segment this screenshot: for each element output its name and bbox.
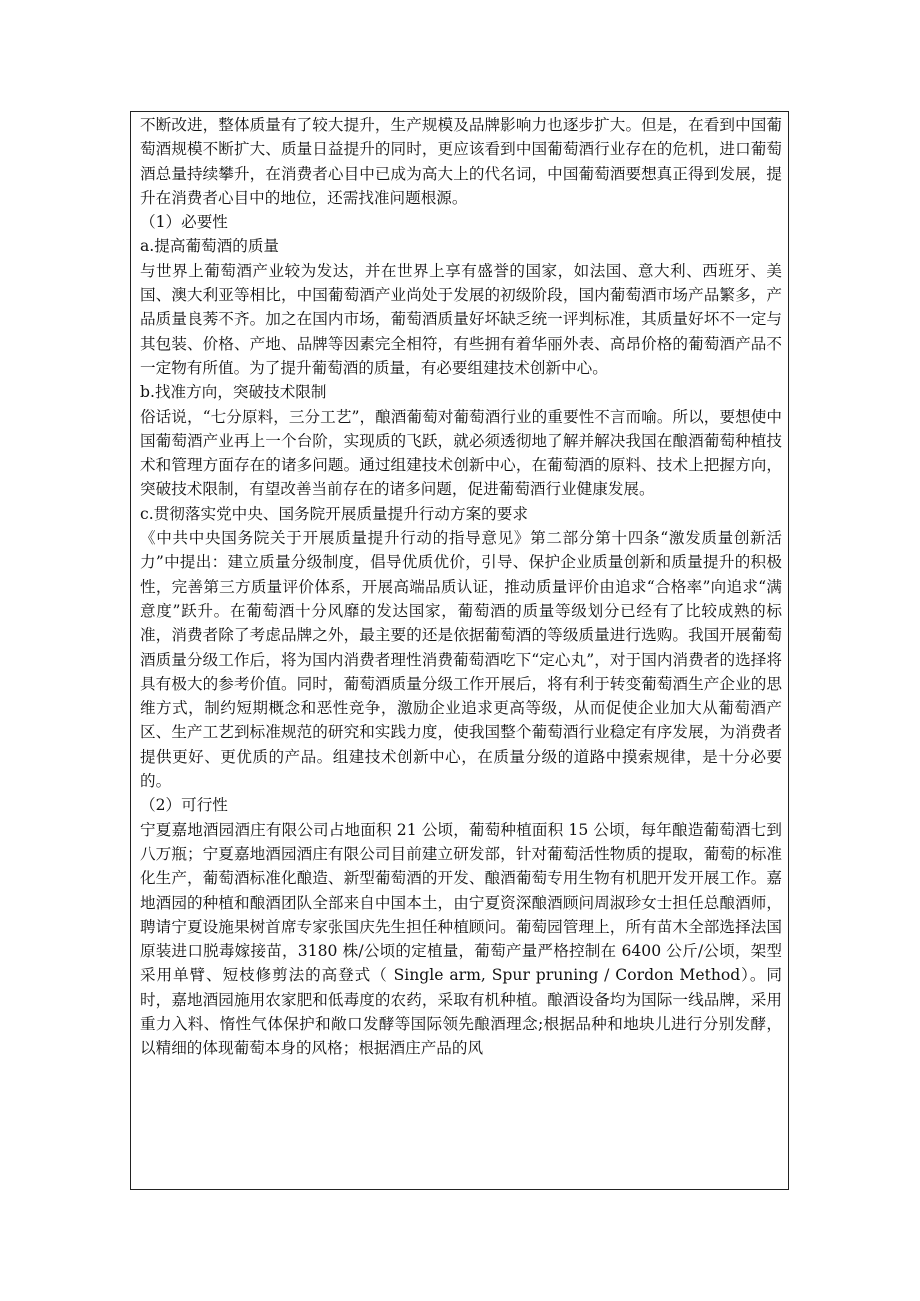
subheading-quality: a.提高葡萄酒的质量	[140, 237, 280, 256]
section-heading-necessity: （1）必要性	[140, 213, 228, 232]
subheading-policy: c.贯彻落实党中央、国务院开展质量提升行动方案的要求	[140, 504, 528, 523]
body-paragraph: 《中共中央国务院关于开展质量提升行动的指导意见》第二部分第十四条“激发质量创新活力”中提出：建立质量分级制度，倡导优质优价，引导、保护企业质量创新和质量提升的积极性，完善第三方质量评价体系，开展高端品质认证，推动质量评价由追求“合格率”向追求“满意度”跃升。在葡萄酒十分风靡的发达国家，葡萄酒的质量等级划分已经有了比较成熟的标准，消费者除了考虑品牌之外，最主要的还是依据葡萄酒的等级质量进行选购。我国开展葡萄酒质量分级工作后，将为国内消费者理性消费葡萄酒吃下“定心丸”，对于国内消费者的选择将具有极大的参考价值。同时，葡萄酒质量分级工作开展后，将有利于转变葡萄酒生产企业的思维方式，制约短期概念和恶性竞争，激励企业追求更高等级，从而促使企业加大从葡萄酒产区、生产工艺到标准规范的研究和实践力度，使我国整个葡萄酒行业稳定有序发展，为消费者提供更好、更优质的产品。组建技术创新中心，在质量分级的道路中摸索规律，是十分必要的。	[140, 529, 782, 791]
body-paragraph: 不断改进，整体质量有了较大提升，生产规模及品牌影响力也逐步扩大。但是，在看到中国葡萄酒规模不断扩大、质量日益提升的同时，更应该看到中国葡萄酒行业存在的危机，进口葡萄酒总量持续攀升，在消费者心目中已成为高大上的代名词，中国葡萄酒要想真正得到发展，提升在消费者心目中的地位，还需找准问题根源。	[140, 116, 782, 207]
document-table-cell	[130, 111, 789, 1190]
body-paragraph: 与世界上葡萄酒产业较为发达，并在世界上享有盛誉的国家，如法国、意大利、西班牙、美国、澳大利亚等相比，中国葡萄酒产业尚处于发展的初级阶段，国内葡萄酒市场产品繁多，产品质量良莠不齐。加之在国内市场，葡萄酒质量好坏缺乏统一评判标准，其质量好坏不一定与其包装、价格、产地、品牌等因素完全相符，有些拥有着华丽外表、高昂价格的葡萄酒产品不一定物有所值。为了提升葡萄酒的质量，有必要组建技术创新中心。	[140, 261, 782, 377]
subheading-direction: b.找准方向，突破技术限制	[140, 383, 327, 402]
document-body	[131, 112, 788, 1061]
section-heading-feasibility: （2）可行性	[140, 796, 228, 815]
body-paragraph: 宁夏嘉地酒园酒庄有限公司占地面积 21 公顷，葡萄种植面积 15 公顷，每年酿造葡萄酒七到八万瓶；宁夏嘉地酒园酒庄有限公司目前建立研发部，针对葡萄活性物质的提取，葡萄的标准化生产，葡萄酒标准化酿造、新型葡萄酒的开发、酿酒葡萄专用生物有机肥开发开展工作。嘉地酒园的种植和酿酒团队全部来自中国本土，由宁夏资深酿酒顾问周淑珍女士担任总酿酒师，聘请宁夏设施果树首席专家张国庆先生担任种植顾问。葡萄园管理上，所有苗木全部选择法国原装进口脱毒嫁接苗，3180 株/公顷的定植量，葡萄产量严格控制在 6400 公斤/公顷，架型采用单臂、短枝修剪法的高登式（ Single arm, Spur pruning / Cordon Method）。同时，嘉地酒园施用农家肥和低毒度的农药，采取有机种植。酿酒设备均为国际一线品牌，采用重力入料、惰性气体保护和敞口发酵等国际领先酿酒理念;根据品种和地块儿进行分别发酵，以精细的体现葡萄本身的风格；根据酒庄产品的风	[140, 820, 782, 1058]
body-paragraph: 俗话说，“七分原料，三分工艺”，酿酒葡萄对葡萄酒行业的重要性不言而喻。所以，要想使中国葡萄酒产业再上一个台阶，实现质的飞跃，就必须透彻地了解并解决我国在酿酒葡萄种植技术和管理方面存在的诸多问题。通过组建技术创新中心，在葡萄酒的原料、技术上把握方向，突破技术限制，有望改善当前存在的诸多问题，促进葡萄酒行业健康发展。	[140, 407, 782, 499]
